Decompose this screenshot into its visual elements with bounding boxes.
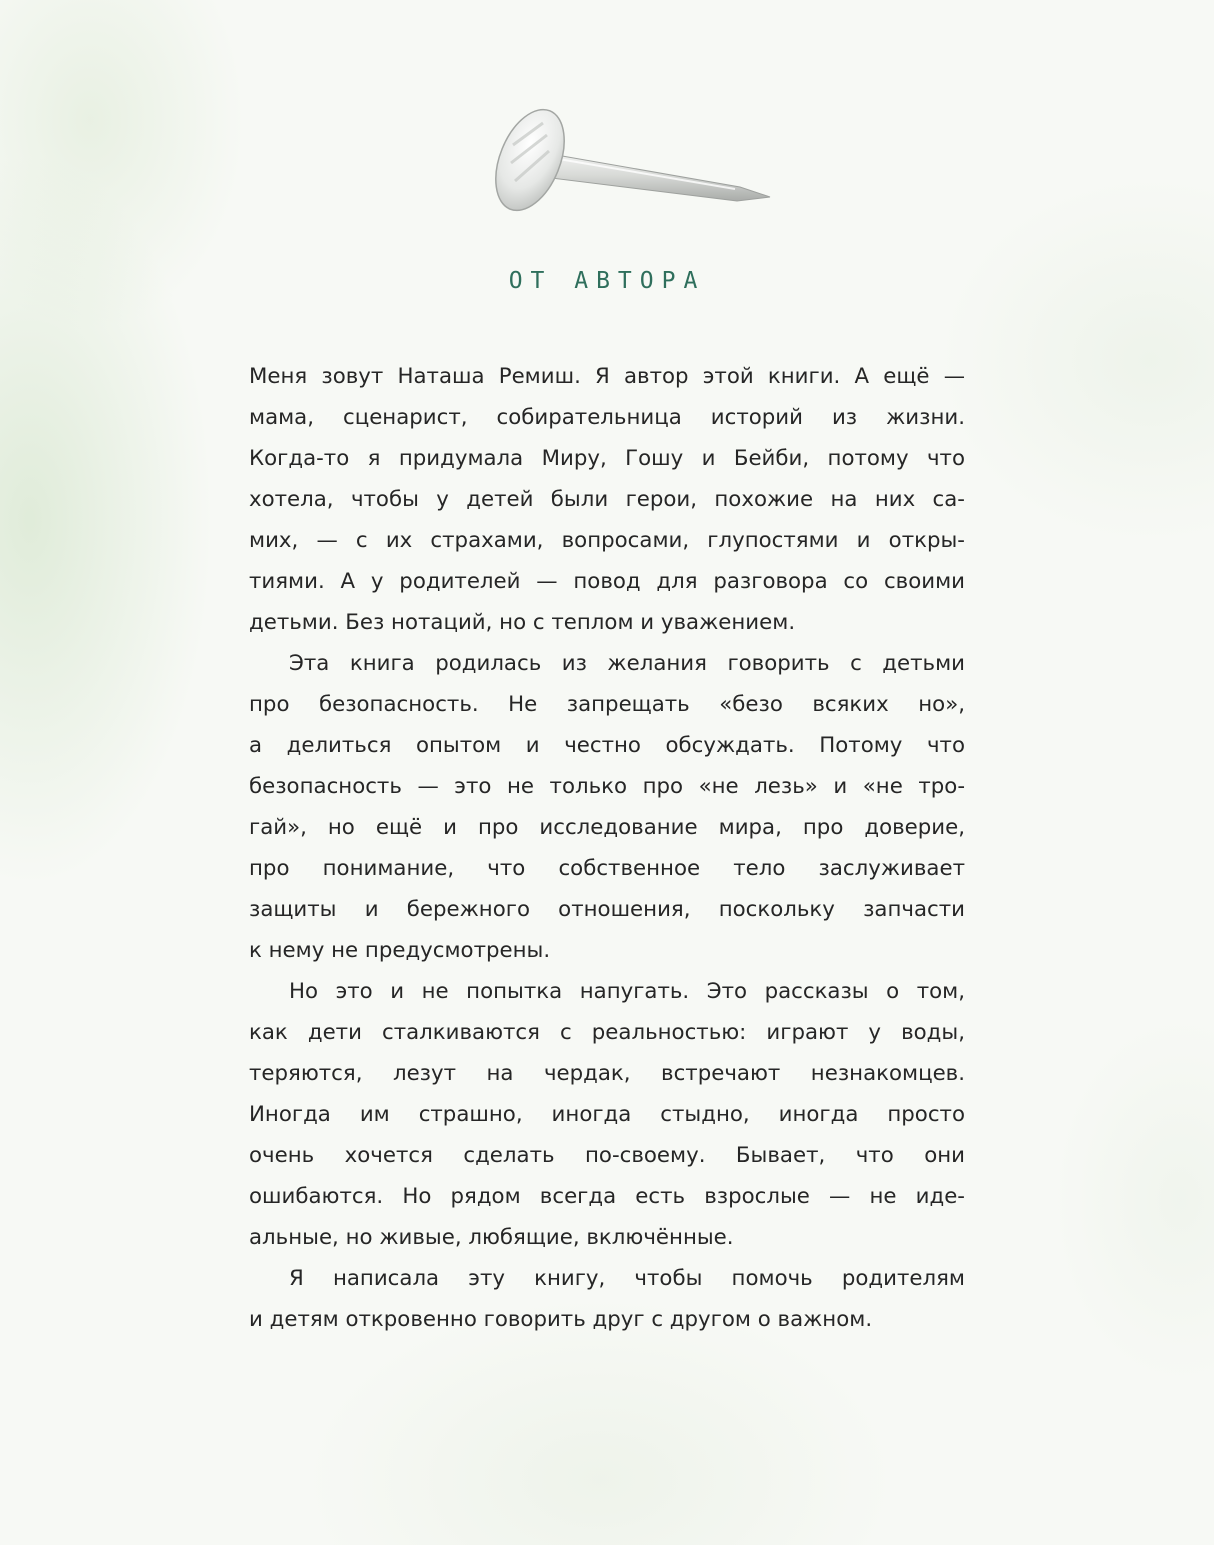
text-line: Когда-то я придумала Миру, Гошу и Бейби, потому что <box>249 446 965 471</box>
text-line: Эта книга родилась из желания говорить с детьми <box>289 651 965 676</box>
text-line: про понимание, что собственное тело заслуживает <box>249 856 965 881</box>
paragraph <box>249 643 965 971</box>
chapter-title: ОТ АВТОРА <box>508 268 706 294</box>
text-line: безопасность — это не только про «не лезь» и «не тро- <box>249 774 965 799</box>
text-line: к нему не предусмотрены. <box>249 938 551 963</box>
text-line: гай», но ещё и про исследование мира, про доверие, <box>249 815 965 840</box>
paragraph <box>249 971 965 1258</box>
text-line: детьми. Без нотаций, но с теплом и уважением. <box>249 610 796 635</box>
text-line: Но это и не попытка напугать. Это рассказы о том, <box>289 979 965 1004</box>
text-line: ошибаются. Но рядом всегда есть взрослые — не иде- <box>249 1184 965 1209</box>
text-line: и детям откровенно говорить друг с другом о важном. <box>249 1307 873 1332</box>
text-line: а делиться опытом и честно обсуждать. Потому что <box>249 733 965 758</box>
paragraph <box>249 1258 965 1340</box>
text-line: Меня зовут Наташа Ремиш. Я автор этой книги. А ещё — <box>249 364 965 389</box>
nail-icon <box>485 105 775 225</box>
text-line: мама, сценарист, собирательница историй из жизни. <box>249 405 965 430</box>
text-line: хотела, чтобы у детей были герои, похожие на них са- <box>249 487 965 512</box>
text-line: как дети сталкиваются с реальностью: играют у воды, <box>249 1020 965 1045</box>
text-line: альные, но живые, любящие, включённые. <box>249 1225 734 1250</box>
text-line: Я написала эту книгу, чтобы помочь родителям <box>289 1266 965 1291</box>
text-line: про безопасность. Не запрещать «безо всяких но», <box>249 692 965 717</box>
text-line: теряются, лезут на чердак, встречают незнакомцев. <box>249 1061 965 1086</box>
text-line: мих, — с их страхами, вопросами, глупостями и откры- <box>249 528 965 553</box>
text-line: тиями. А у родителей — повод для разговора со своими <box>249 569 965 594</box>
author-note-text <box>249 356 965 1340</box>
text-line: Иногда им страшно, иногда стыдно, иногда просто <box>249 1102 965 1127</box>
paragraph <box>249 356 965 643</box>
text-line: очень хочется сделать по-своему. Бывает, что они <box>249 1143 965 1168</box>
text-line: защиты и бережного отношения, поскольку запчасти <box>249 897 965 922</box>
